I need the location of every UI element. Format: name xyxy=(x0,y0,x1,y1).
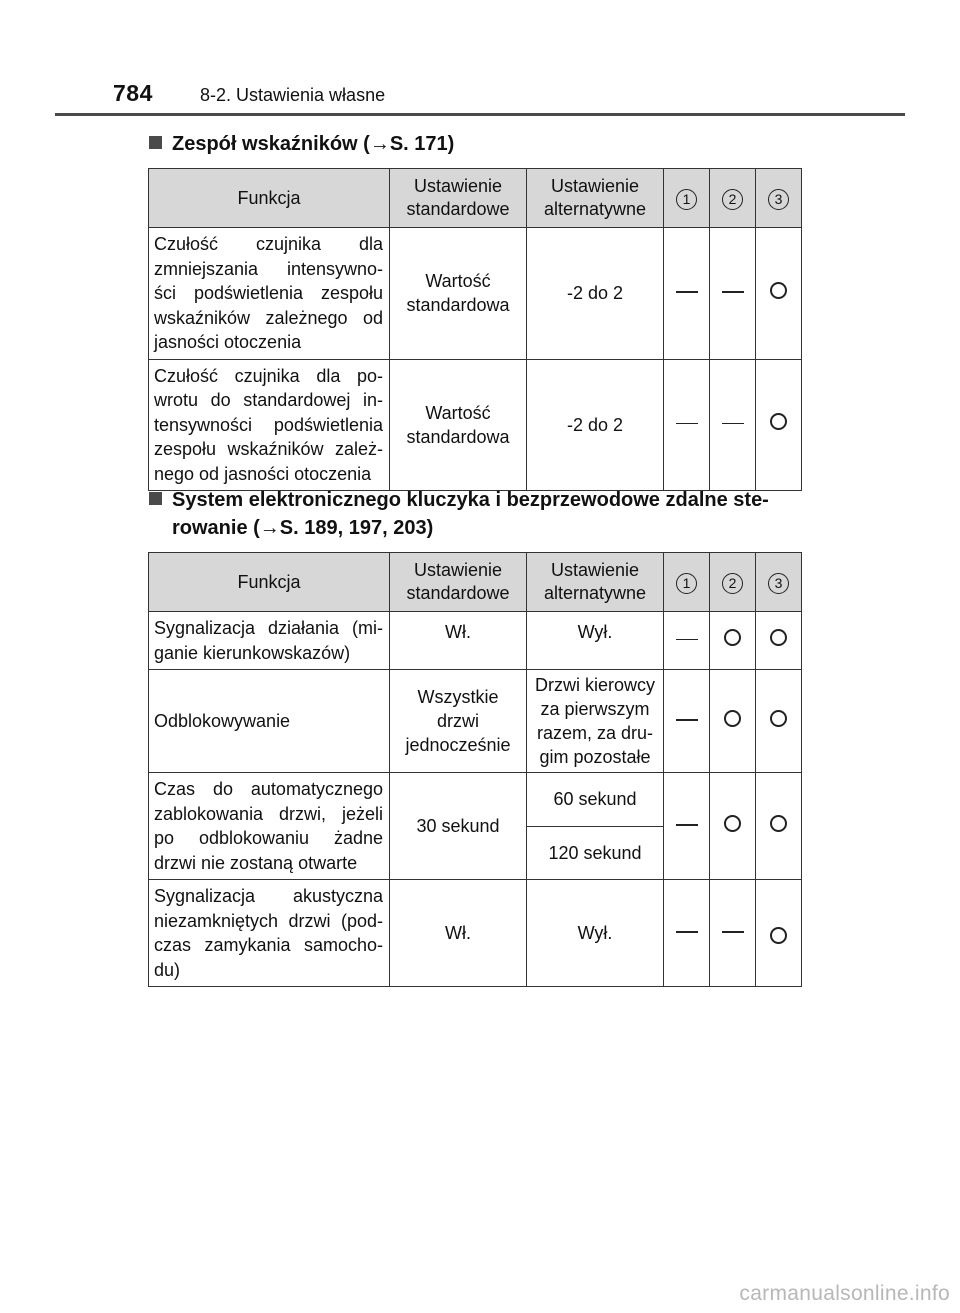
function-cell: Czułość czujnika dla zmniejszania intensywno- ści podświetlenia zespołu wskaźników zależnego od jasności otoczenia xyxy=(149,228,390,360)
square-bullet-icon xyxy=(149,492,162,505)
alternative-cell: 60 sekund xyxy=(527,773,664,827)
circled-3-icon: 3 xyxy=(768,189,789,210)
table-row xyxy=(149,228,802,360)
dash-mark xyxy=(676,639,698,641)
mark-cell-3 xyxy=(756,228,802,360)
mark-cell-1 xyxy=(664,773,710,880)
header-divider xyxy=(55,113,905,116)
circle-mark xyxy=(724,629,741,646)
table-header-row xyxy=(149,553,802,612)
mark-cell-3 xyxy=(756,773,802,880)
dash-mark xyxy=(676,824,698,826)
col-header-3 xyxy=(756,553,802,612)
circled-2-icon: 2 xyxy=(722,573,743,594)
section1-table xyxy=(148,168,802,491)
col-header-default: Ustawienie standardowe xyxy=(390,169,527,228)
default-cell: Wł. xyxy=(390,612,527,670)
default-cell: Wartość standardowa xyxy=(390,228,527,360)
section1-heading xyxy=(149,130,454,158)
mark-cell-3 xyxy=(756,612,802,670)
circle-mark xyxy=(770,629,787,646)
dash-mark xyxy=(676,423,698,425)
default-cell: 30 sekund xyxy=(390,773,527,880)
mark-cell-1 xyxy=(664,880,710,987)
mark-cell-3 xyxy=(756,880,802,987)
mark-cell-2 xyxy=(710,612,756,670)
table-row xyxy=(149,359,802,491)
section2-title-line2: rowanie (→S. 189, 197, 203) xyxy=(172,517,434,539)
dash-mark xyxy=(676,291,698,293)
mark-cell-1 xyxy=(664,228,710,360)
dash-mark xyxy=(722,291,744,293)
function-cell: Czułość czujnika dla po- wrotu do standardowej in- tensywności podświetlenia zespołu wskaźników zależ- nego od jasności otoczenia xyxy=(149,359,390,491)
circle-mark xyxy=(724,815,741,832)
mark-cell-2 xyxy=(710,359,756,491)
function-cell: Odblokowywanie xyxy=(149,670,390,773)
col-header-function: Funkcja xyxy=(149,553,390,612)
mark-cell-2 xyxy=(710,670,756,773)
circled-3-icon: 3 xyxy=(768,573,789,594)
circled-1-icon: 1 xyxy=(676,189,697,210)
col-header-2 xyxy=(710,169,756,228)
alternative-cell: -2 do 2 xyxy=(527,359,664,491)
col-header-default: Ustawienie standardowe xyxy=(390,553,527,612)
circle-mark xyxy=(770,927,787,944)
default-cell: Wł. xyxy=(390,880,527,987)
dash-mark xyxy=(676,931,698,933)
circled-1-icon: 1 xyxy=(676,573,697,594)
circled-2-icon: 2 xyxy=(722,189,743,210)
table-header-row xyxy=(149,169,802,228)
section2-heading xyxy=(149,486,769,542)
alternative-cell: 120 sekund xyxy=(527,826,664,880)
watermark: carmanualsonline.info xyxy=(739,1282,950,1305)
dash-mark xyxy=(676,719,698,721)
mark-cell-2 xyxy=(710,773,756,880)
chapter-title: 8-2. Ustawienia własne xyxy=(200,85,386,105)
alternative-cell: Wył. xyxy=(527,612,664,670)
circle-mark xyxy=(770,815,787,832)
col-header-1 xyxy=(664,553,710,612)
circle-mark xyxy=(770,282,787,299)
mark-cell-1 xyxy=(664,359,710,491)
circle-mark xyxy=(724,710,741,727)
col-header-function: Funkcja xyxy=(149,169,390,228)
function-cell: Sygnalizacja działania (mi- ganie kierunkowskazów) xyxy=(149,612,390,670)
function-cell: Czas do automatycznego zablokowania drzwi, jeżeli po odblokowaniu żadne drzwi nie zostaną otwarte xyxy=(149,773,390,880)
section2-table xyxy=(148,552,802,987)
table-row xyxy=(149,670,802,773)
table-row xyxy=(149,612,802,670)
circle-mark xyxy=(770,710,787,727)
col-header-3 xyxy=(756,169,802,228)
mark-cell-2 xyxy=(710,880,756,987)
col-header-alternative: Ustawienie alternatywne xyxy=(527,169,664,228)
mark-cell-3 xyxy=(756,670,802,773)
alternative-cell: Wył. xyxy=(527,880,664,987)
dash-mark xyxy=(722,931,744,933)
section1-title: Zespół wskaźników (→S. 171) xyxy=(172,133,455,155)
page-number: 784 xyxy=(113,80,153,106)
square-bullet-icon xyxy=(149,136,162,149)
function-cell: Sygnalizacja akustyczna niezamkniętych drzwi (pod- czas zamykania samocho- du) xyxy=(149,880,390,987)
default-cell: Wszystkie drzwi jednocześnie xyxy=(390,670,527,773)
page-header xyxy=(0,0,960,120)
mark-cell-3 xyxy=(756,359,802,491)
col-header-1 xyxy=(664,169,710,228)
alternative-cell: -2 do 2 xyxy=(527,228,664,360)
mark-cell-1 xyxy=(664,670,710,773)
alternative-cell: Drzwi kierowcy za pierwszym razem, za dru- gim pozostałe xyxy=(527,670,664,773)
circle-mark xyxy=(770,413,787,430)
table-row xyxy=(149,880,802,987)
col-header-2 xyxy=(710,553,756,612)
section2-title-line1: System elektronicznego kluczyka i bezprzewodowe zdalne ste- xyxy=(172,489,769,511)
mark-cell-1 xyxy=(664,612,710,670)
default-cell: Wartość standardowa xyxy=(390,359,527,491)
dash-mark xyxy=(722,423,744,425)
col-header-alternative: Ustawienie alternatywne xyxy=(527,553,664,612)
mark-cell-2 xyxy=(710,228,756,360)
table-row xyxy=(149,773,802,827)
